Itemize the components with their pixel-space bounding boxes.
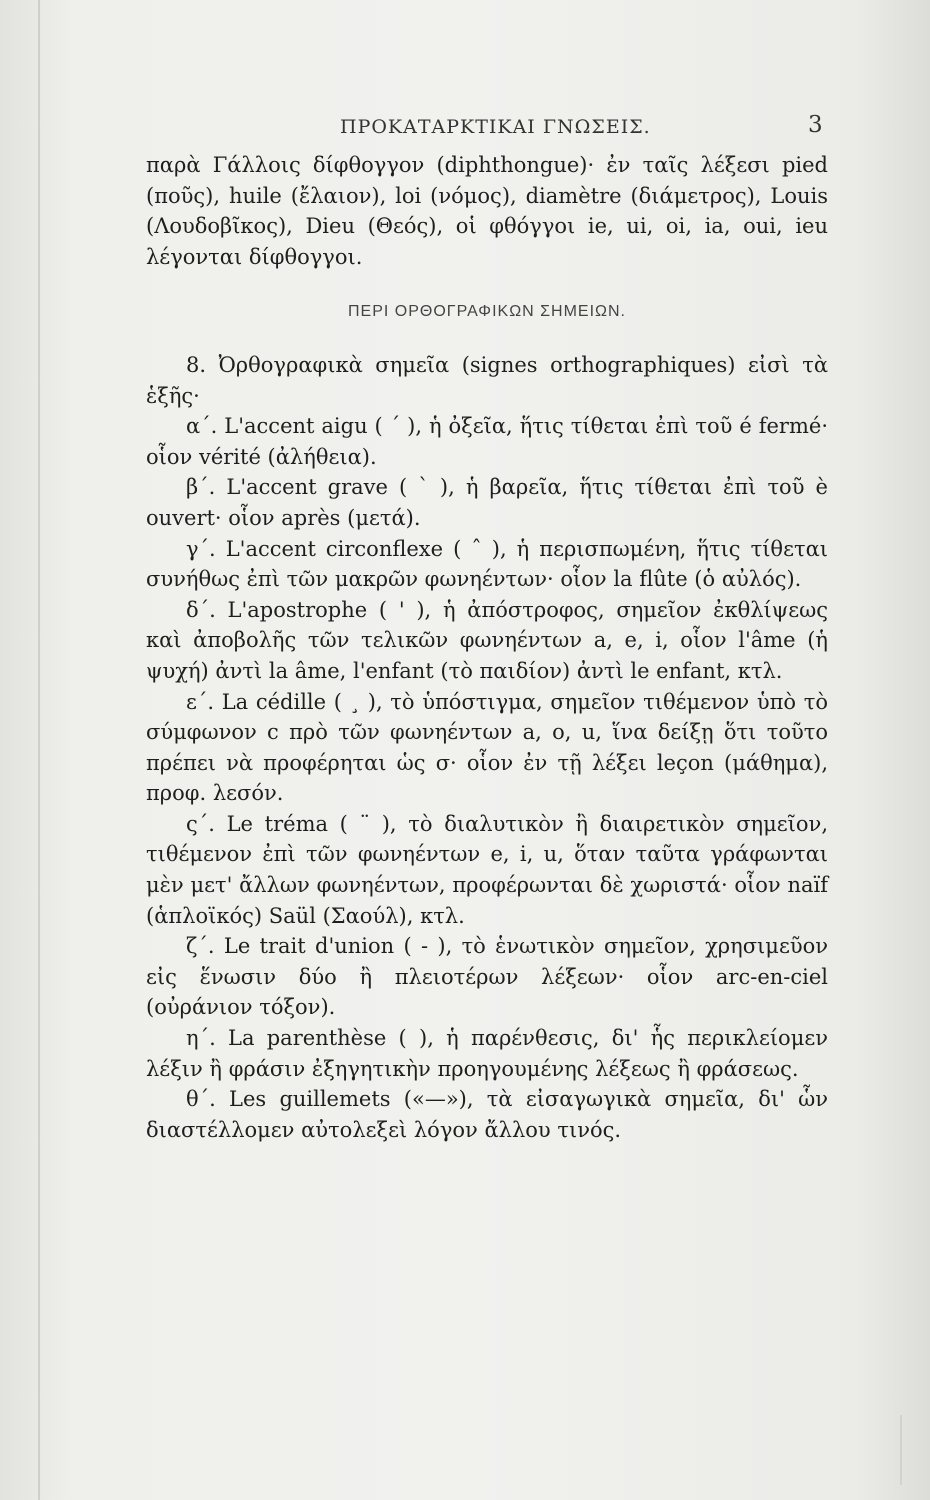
section-intro: 8. Ὀρθογραφικὰ σημεῖα (signes orthographiques) εἰσὶ τὰ ἑξῆς· bbox=[146, 352, 828, 408]
mark-item-guillemets: θ΄. Les guillemets («—»), τὰ εἰσαγωγικὰ σημεῖα, δι' ὧν διαστέλλομεν αὐτολεξεὶ λόγον ἄλλου τινός. bbox=[146, 1087, 828, 1142]
mark-item-apostrophe: δ΄. L'apostrophe ( ' ), ἡ ἀπόστροφος, σημεῖον ἐκθλίψεως καὶ ἀποβολῆς τῶν τελικῶν φωνηέντων a, e, i, οἷον l'âme (ἡ ψυχή) ἀντὶ la âme, l'enfant (τὸ παιδίον) ἀντὶ le enfant, κτλ. bbox=[146, 597, 828, 683]
mark-item-trema: ς΄. Le tréma ( ¨ ), τὸ διαλυτικὸν ἢ διαιρετικὸν σημεῖον, τιθέμενον ἐπὶ τῶν φωνηέντων e, i, u, ὅταν ταῦτα γράφωνται μὲν μετ' ἄλλων φωνηέντων, προφέρωνται δὲ χωριστά· οἷον naïf (ἁπλοϊκός) Saül (Σαούλ), κτλ. bbox=[146, 811, 828, 928]
mark-item-accent-aigu: α΄. L'accent aigu ( ´ ), ἡ ὀξεῖα, ἥτις τίθεται ἐπὶ τοῦ é fermé· οἷον vérité (ἀλήθεια). bbox=[146, 414, 828, 469]
mark-item-trait-union: ζ΄. Le trait d'union ( - ), τὸ ἑνωτικὸν σημεῖον, χρησιμεῦον εἰς ἕνωσιν δύο ἢ πλειοτέρων λέξεων· οἷον arc-en-ciel (οὐράνιον τόξον). bbox=[146, 934, 828, 1020]
page-number: 3 bbox=[808, 112, 823, 138]
running-head: ΠΡΟΚΑΤΑΡΚΤΙΚΑΙ ΓΝΩΣΕΙΣ. bbox=[340, 116, 651, 138]
body-text bbox=[146, 150, 828, 1145]
page-edge-shadow bbox=[38, 0, 40, 1500]
intro-paragraph: παρὰ Γάλλοις δίφθογγον (diphthongue)· ἐν ταῖς λέξεσι pied (ποῦς), huile (ἔλαιον), loi (νόμος), diamètre (διάμετρος), Louis (Λουδοβῖκος), Dieu (Θεός), οἱ φθόγγοι ie, ui, oi, ia, oui, ieu λέγονται δίφθογγοι. bbox=[146, 153, 828, 269]
section-heading: ΠΕΡΙ ΟΡΘΟΓΡΑΦΙΚΩΝ ΣΗΜΕΙΩΝ. bbox=[348, 303, 626, 321]
mark-item-accent-circonflexe: γ΄. L'accent circonflexe ( ˆ ), ἡ περισπωμένη, ἥτις τίθεται συνήθως ἐπὶ τῶν μακρῶν φωνηέντων· οἷον la flûte (ὁ αὐλός). bbox=[146, 536, 828, 592]
mark-item-parenthese: η΄. La parenthèse ( ), ἡ παρένθεσις, δι' ἧς περικλείομεν λέξιν ἢ φράσιν ἐξηγητικὴν προηγουμένης λέξεως ἢ φράσεως. bbox=[146, 1026, 828, 1081]
mark-item-cedille: ε΄. La cédille ( ¸ ), τὸ ὑπόστιγμα, σημεῖον τιθέμενον ὑπὸ τὸ σύμφωνον c πρὸ τῶν φωνηέντων a, o, u, ἵνα δείξῃ ὅτι τοῦτο πρέπει νὰ προφέρηται ὡς σ· οἷον ἐν τῇ λέξει leçon (μάθημα), προφ. λεσόν. bbox=[146, 689, 828, 806]
margin-mark bbox=[900, 1415, 902, 1485]
mark-item-accent-grave: β΄. L'accent grave ( ` ), ἡ βαρεῖα, ἥτις τίθεται ἐπὶ τοῦ è ouvert· οἷον après (μετά). bbox=[146, 475, 828, 530]
